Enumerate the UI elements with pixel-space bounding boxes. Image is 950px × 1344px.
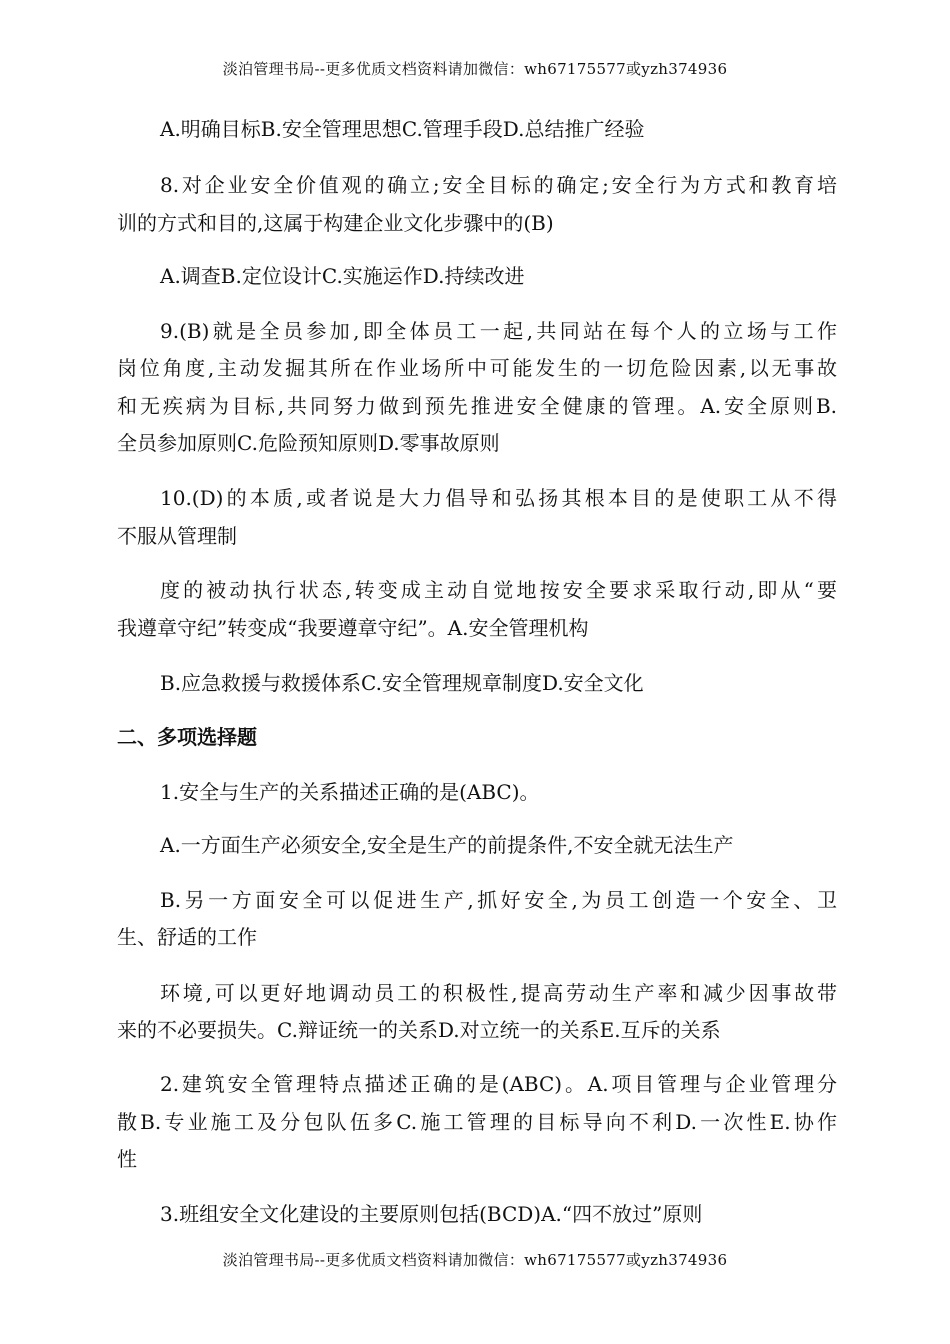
text-line: 度的被动执行状态,转变成主动自觉地按安全要求采取行动,即从“要 bbox=[160, 578, 837, 602]
text-line: B.应急救援与救援体系C.安全管理规章制度D.安全文化 bbox=[160, 671, 644, 695]
text-line: 和无疾病为目标,共同努力做到预先推进安全健康的管理。A.安全原则B. bbox=[117, 394, 837, 418]
text-line: 岗位角度,主动发掘其所在作业场所中可能发生的一切危险因素,以无事故 bbox=[117, 356, 837, 380]
text-line: 环境,可以更好地调动员工的积极性,提高劳动生产率和减少因事故带 bbox=[160, 981, 837, 1005]
page-footer: 淡泊管理书局--更多优质文档资料请加微信：wh67175577或yzh374936 bbox=[222, 1251, 728, 1269]
text-line: 全员参加原则C.危险预知原则D.零事故原则 bbox=[117, 431, 500, 455]
page-header: 淡泊管理书局--更多优质文档资料请加微信：wh67175577或yzh374936 bbox=[222, 60, 728, 78]
text-line: 我遵章守纪”转变成“我要遵章守纪”。A.安全管理机构 bbox=[117, 616, 589, 640]
text-line: 8.对企业安全价值观的确立;安全目标的确定;安全行为方式和教育培 bbox=[160, 173, 837, 197]
text-line: 不服从管理制 bbox=[117, 524, 237, 548]
text-line: 性 bbox=[117, 1147, 137, 1171]
text-line: B.另一方面安全可以促进生产,抓好安全,为员工创造一个安全、卫 bbox=[160, 888, 837, 912]
text-line: 2.建筑安全管理特点描述正确的是(ABC)。A.项目管理与企业管理分 bbox=[160, 1072, 837, 1096]
text-line: 9.(B)就是全员参加,即全体员工一起,共同站在每个人的立场与工作 bbox=[160, 319, 837, 343]
text-line: A.明确目标B.安全管理思想C.管理手段D.总结推广经验 bbox=[160, 117, 645, 141]
text-line: 10.(D)的本质,或者说是大力倡导和弘扬其根本目的是使职工从不得 bbox=[160, 486, 837, 510]
text-line: A.一方面生产必须安全,安全是生产的前提条件,不安全就无法生产 bbox=[160, 833, 734, 857]
text-line: 生、舒适的工作 bbox=[117, 925, 257, 949]
section-heading: 二、多项选择题 bbox=[117, 725, 257, 749]
text-line: 3.班组安全文化建设的主要原则包括(BCD)A.“四不放过”原则 bbox=[160, 1202, 703, 1226]
text-line: 训的方式和目的,这属于构建企业文化步骤中的(B) bbox=[117, 211, 554, 235]
text-line: 散B.专业施工及分包队伍多C.施工管理的目标导向不利D.一次性E.协作 bbox=[117, 1110, 837, 1134]
text-line: 1.安全与生产的关系描述正确的是(ABC)。 bbox=[160, 780, 540, 804]
text-line: A.调查B.定位设计C.实施运作D.持续改进 bbox=[160, 264, 525, 288]
text-line: 来的不必要损失。C.辩证统一的关系D.对立统一的关系E.互斥的关系 bbox=[117, 1018, 721, 1042]
